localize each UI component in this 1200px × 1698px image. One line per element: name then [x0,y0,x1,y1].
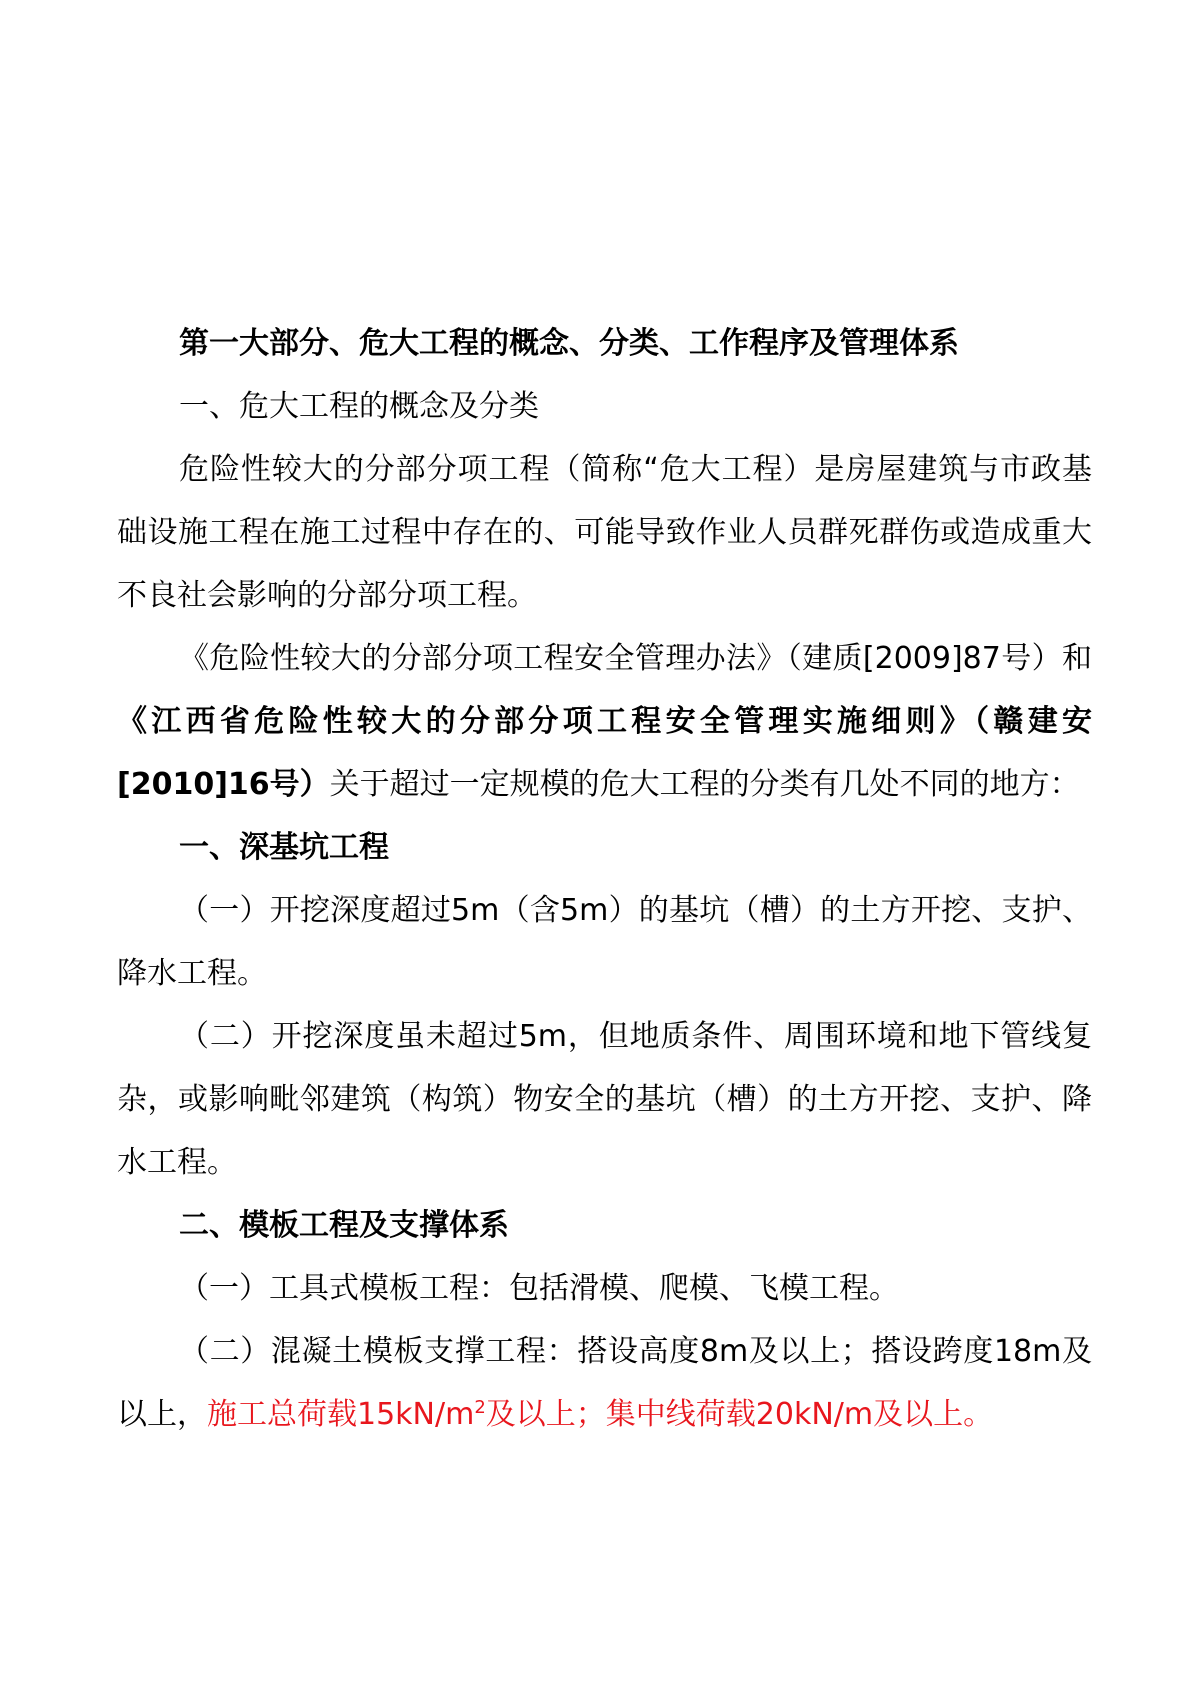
formwork-heading: 二、模板工程及支撑体系 [179,1208,509,1243]
formwork-item-2 [117,1320,1092,1446]
regulation-differences: 关于超过一定规模的危大工程的分类有几处不同的地方： [329,767,1080,802]
squared-superscript: 2 [474,1397,486,1418]
regulations-paragraph [117,627,1092,816]
deep-pit-heading: 一、深基坑工程 [179,830,389,865]
document-page [117,312,1092,1446]
formwork-item-2-text: （二）混凝土模板支撑工程：搭设高度8m及以上；搭设跨度18m及以上， [117,1334,1092,1432]
document-title: 第一大部分、危大工程的概念、分类、工作程序及管理体系 [179,326,959,361]
formwork-item-1: （一）工具式模板工程：包括滑模、爬模、飞模工程。 [179,1271,899,1306]
regulation-jiangxi: 《江西省危险性较大的分部分项工程安全管理实施细则》（赣建安[2010]16号） [117,704,1092,802]
section-heading-concept: 一、危大工程的概念及分类 [179,389,539,424]
definition-paragraph: 危险性较大的分部分项工程（简称“危大工程）是房屋建筑与市政基础设施工程在施工过程中存在的、可能导致作业人员群死群伤或造成重大不良社会影响的分部分项工程。 [117,452,1092,613]
load-line-text: 及以上；集中线荷载20kN/m及以上。 [485,1397,994,1432]
deep-pit-item-1: （一）开挖深度超过5m（含5m）的基坑（槽）的土方开挖、支护、降水工程。 [117,893,1092,991]
regulation-national: 《危险性较大的分部分项工程安全管理办法》（建质[2009]87号）和 [179,641,1092,676]
load-total-text: 施工总荷载15kN/m [207,1397,475,1432]
deep-pit-item-2: （二）开挖深度虽未超过5m，但地质条件、周围环境和地下管线复杂，或影响毗邻建筑（构筑）物安全的基坑（槽）的土方开挖、支护、降水工程。 [117,1019,1092,1180]
load-requirement-highlight [207,1397,993,1432]
